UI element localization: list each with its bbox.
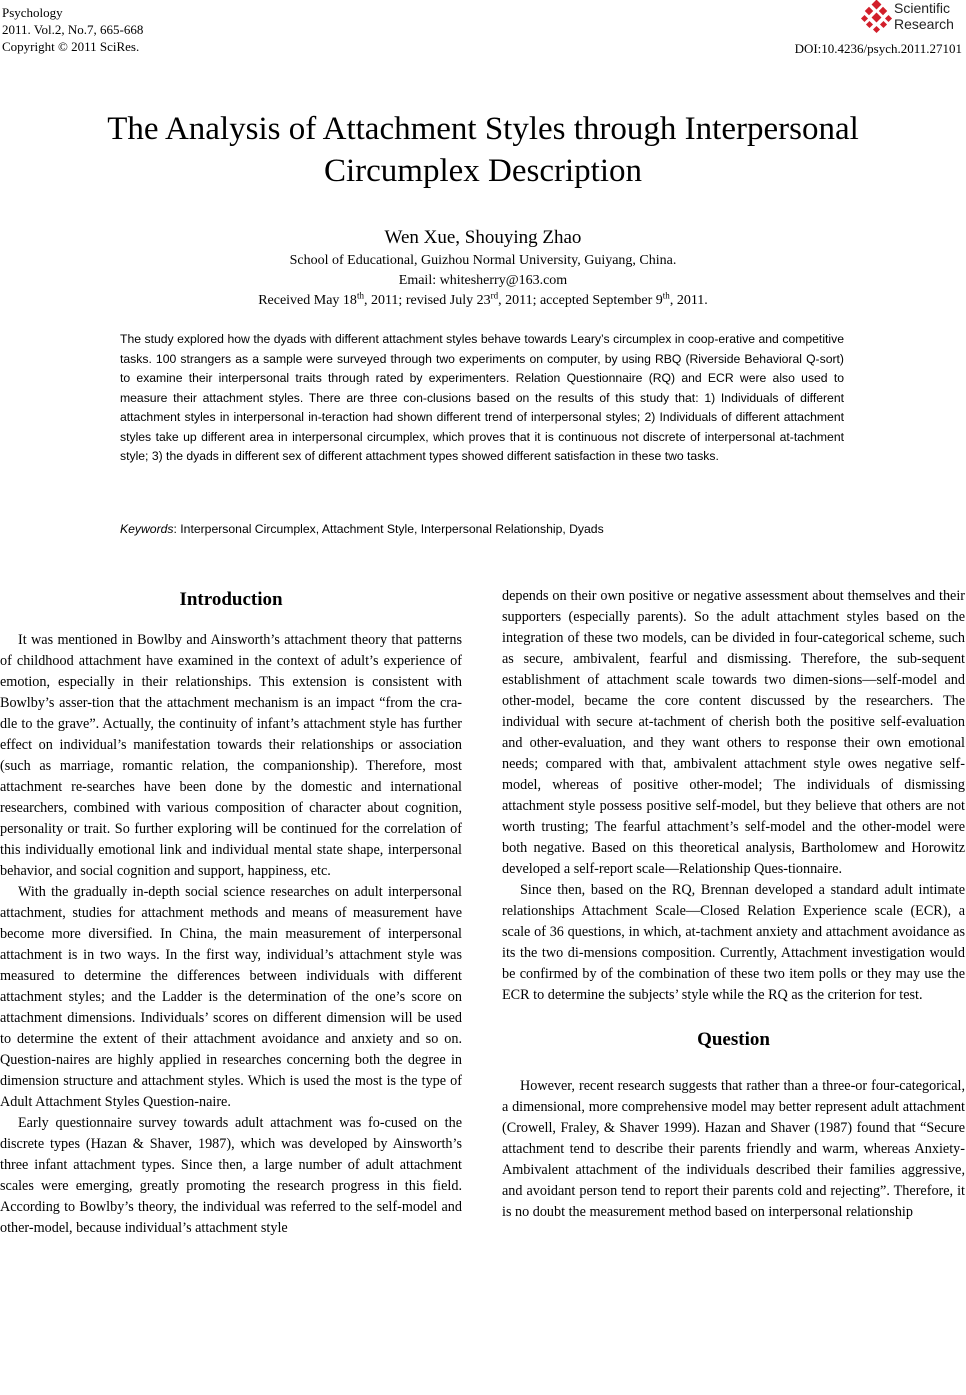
paragraph: However, recent research suggests that rather than a three-or four-categorical, a dimensional, more comprehensive model may better represent adult attachment (Crowell, Fraley, & Shaver 1999). Hazan and Shaver (1987) found that “Secure attachment tend to describe their parents friendly and warm, whereas Anxiety-Ambivalent attachment of the individuals described their families aggressive, and avoidant person tend to report their parents cold and rejecting”. Therefore, it is no doubt the measurement method based on interpersonal relationship bbox=[502, 1078, 965, 1220]
abstract: The study explored how the dyads with different attachment styles behave towards Leary’s circumplex in coop-erative and competitive tasks. 100 strangers as a sample were surveyed through two experiments on computer, by using RBQ (Riverside Behavioral Q-sort) to examine their interpersonal traits through rated by experimenters. Relation Questionnaire (RQ) and ECR were also used to measure their attachment styles. There are three con-clusions based on the results of this study that: 1) Individuals of different attachment styles in interpersonal in-teraction had shown different trend of interpersonal styles; 2) Individuals of different attachment styles take up different area in interpersonal circumplex, which proves that it is continuous not discrete of interpersonal at-tachment style; 3) the dyads in different sex of different attachment types showed different satisfaction in these two tasks. bbox=[120, 332, 844, 463]
publisher-logo-text: Scientific Research bbox=[894, 0, 954, 32]
right-column bbox=[502, 586, 965, 1223]
section-heading-introduction: Introduction bbox=[179, 589, 283, 610]
paper-title: The Analysis of Attachment Styles through Interpersonal Circumplex Description bbox=[107, 111, 859, 189]
paragraph: With the gradually in-depth social science researches on adult interpersonal attachment, studies for attachment methods and means of measurement have become more diversified. In China, the main measurement of interpersonal attachment is in two ways. In the first way, individual’s attachment style was measured to determine the differences between individuals with different attachment styles; and the Ladder is the determination of the one’s score on attachment dimensions. Individuals’ scores on different dimension will be used to determine the extent of their attachment avoidance and anxiety and so on. Question-naires are highly applied in researches concerning both the degree in dimension structure and attachment styles. Which is used the most is the type of Adult Attachment Styles Question-naire. bbox=[0, 884, 462, 1110]
keywords-list: : Interpersonal Circumplex, Attachment Style, Interpersonal Relationship, Dyads bbox=[173, 522, 604, 536]
paragraph: It was mentioned in Bowlby and Ainsworth’s attachment theory that patterns of childhood attachment have examined in the context of adult’s experience of emotion, especially in their relationships. This extension is consistent with Bowlby’s asser-tion that the attachment mechanism is an impact “from the cra-dle to the grave”. Actually, the continuity of infant’s attachment style has further effect on individual’s manifestation towards their relationships or association (such as marriage, romantic relation, the companionship). Therefore, most attachment re-searches have been done by the domestic and international researchers, combined with various composition of character about cognition, personality or trait. So further exploring will be continued for the correlation of this individually emotional link and individual mental state shape, interpersonal behavior, and social cognition and support, happiness, etc. bbox=[0, 632, 462, 879]
keywords bbox=[120, 520, 844, 539]
publisher-logo bbox=[860, 0, 960, 36]
copyright-notice: Copyright © 2011 SciRes. bbox=[2, 39, 140, 54]
section-heading-question: Question bbox=[697, 1029, 770, 1050]
keywords-label: Keywords bbox=[120, 522, 174, 536]
received-dates: Received May 18th, 2011; revised July 23rd, 2011; accepted September 9th, 2011. bbox=[258, 290, 708, 308]
journal-name: Psychology bbox=[2, 5, 63, 20]
paragraph: Since then, based on the RQ, Brennan developed a standard adult intimate relationships Attachment Scale—Closed Relation Experience scale (ECR), a scale of 36 questions, in which, at-tachment anxiety and attachment avoidance as its the two di-mensions composition. Currently, Attachment investigation would be confirmed by of the combination of these two item polls or they may use the ECR to determine the subjects’ style while the RQ as the criterion for test. bbox=[502, 882, 965, 1003]
paragraph: depends on their own positive or negative assessment about themselves and their supporters (especially parents). So the adult attachment styles based on the integration of these two models, can be divided in four-categorical scheme, such as secure, ambivalent, fearful and dismissing. Therefore, the sub-sequent establishment of attachment scale towards two dimen-sions—self-model and other-model, became the core content discussed by the researchers. The individual with secure at-tachment of cherish both the positive self-evaluation and other-evaluation, and they want others to response their own emotional needs; compared with that, ambivalent attachment style owes negative self-model, whereas of positive other-model; The individuals of dismissing attachment style possess positive self-model, but they believe that others are not worth trusting; The fearful attachment’s self-model and the other-model were both negative. Based on this theoretical analysis, Bartholomew and Horowitz developed a self-report scale—Relationship Ques-tionnaire. bbox=[502, 588, 965, 877]
authors: Wen Xue, Shouying Zhao bbox=[384, 227, 582, 248]
running-header bbox=[2, 4, 143, 55]
doi: DOI:10.4236/psych.2011.27101 bbox=[794, 41, 962, 56]
affiliation: School of Educational, Guizhou Normal University, Guiyang, China. bbox=[289, 253, 677, 268]
paragraph: Early questionnaire survey towards adult attachment was fo-cused on the discrete types (Hazan & Shaver, 1987), which was developed by Ainsworth’s three infant attachment types. Since then, a large number of adult attachment scales were emerging, greatly promoting the research progress in this field. According to Bowlby’s theory, the individual was referred to the self-model and other-model, because individual’s attachment style bbox=[0, 1115, 462, 1236]
left-column bbox=[0, 586, 462, 1239]
author-meta bbox=[0, 251, 966, 311]
email: Email: whitesherry@163.com bbox=[398, 273, 568, 288]
volume-info: 2011. Vol.2, No.7, 665-668 bbox=[2, 22, 144, 37]
publisher-logo-icon bbox=[860, 0, 894, 34]
